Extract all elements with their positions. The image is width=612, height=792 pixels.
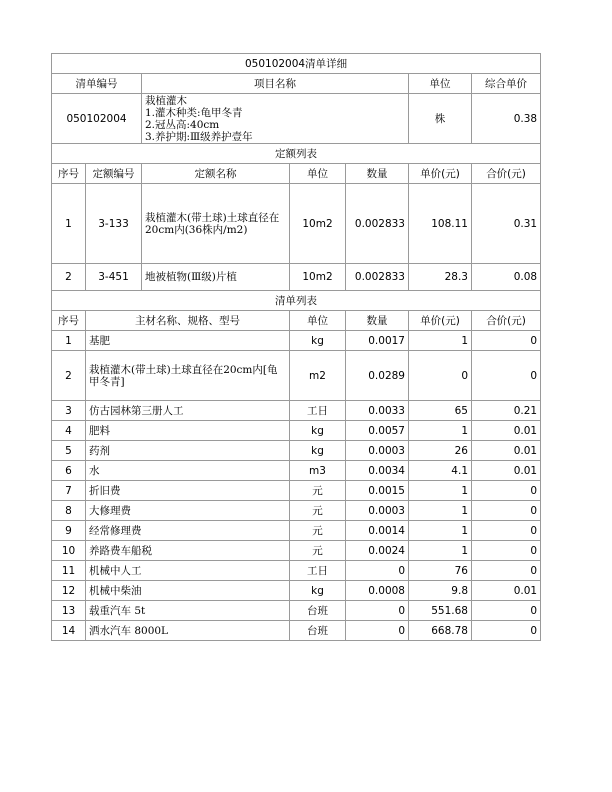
material-name: 栽植灌木(带土球)土球直径在20cm内[龟甲冬青] xyxy=(86,351,290,401)
material-row xyxy=(52,481,541,501)
material-unit-header: 单位 xyxy=(290,311,346,331)
material-unit: m3 xyxy=(290,461,346,481)
material-unit: 台班 xyxy=(290,601,346,621)
quota-unit-header: 单位 xyxy=(290,164,346,184)
material-total: 0 xyxy=(472,601,541,621)
quota-qty: 0.002833 xyxy=(346,184,409,264)
material-seq: 14 xyxy=(52,621,86,641)
item-code: 050102004 xyxy=(52,94,142,144)
material-price: 668.78 xyxy=(409,621,472,641)
material-total: 0.01 xyxy=(472,461,541,481)
material-total: 0 xyxy=(472,561,541,581)
material-section-title: 清单列表 xyxy=(52,291,541,311)
material-row xyxy=(52,441,541,461)
material-unit: 工日 xyxy=(290,401,346,421)
material-unit: m2 xyxy=(290,351,346,401)
material-seq: 9 xyxy=(52,521,86,541)
material-total: 0 xyxy=(472,331,541,351)
material-qty: 0.0057 xyxy=(346,421,409,441)
item-name-header: 项目名称 xyxy=(142,74,409,94)
quota-price: 28.3 xyxy=(409,264,472,291)
quota-total: 0.31 xyxy=(472,184,541,264)
material-qty: 0.0017 xyxy=(346,331,409,351)
material-name: 载重汽车 5t xyxy=(86,601,290,621)
material-name: 大修理费 xyxy=(86,501,290,521)
material-row xyxy=(52,401,541,421)
material-qty: 0.0034 xyxy=(346,461,409,481)
material-row xyxy=(52,351,541,401)
material-qty: 0.0003 xyxy=(346,441,409,461)
item-code-header: 清单编号 xyxy=(52,74,142,94)
material-row xyxy=(52,621,541,641)
material-name: 折旧费 xyxy=(86,481,290,501)
material-qty: 0 xyxy=(346,621,409,641)
quota-row xyxy=(52,264,541,291)
quota-unit: 10m2 xyxy=(290,264,346,291)
material-qty: 0.0014 xyxy=(346,521,409,541)
material-seq: 8 xyxy=(52,501,86,521)
material-qty: 0 xyxy=(346,561,409,581)
material-seq: 10 xyxy=(52,541,86,561)
quota-name: 栽植灌木(带土球)土球直径在20cm内(36株内/m2) xyxy=(142,184,290,264)
material-qty: 0.0003 xyxy=(346,501,409,521)
material-unit: kg xyxy=(290,421,346,441)
material-header-row xyxy=(52,311,541,331)
material-total-header: 合价(元) xyxy=(472,311,541,331)
quota-total: 0.08 xyxy=(472,264,541,291)
material-qty: 0 xyxy=(346,601,409,621)
material-seq: 6 xyxy=(52,461,86,481)
quota-row xyxy=(52,184,541,264)
material-name: 仿古园林第三册人工 xyxy=(86,401,290,421)
quota-qty: 0.002833 xyxy=(346,264,409,291)
material-name: 水 xyxy=(86,461,290,481)
item-name-line: 3.养护期:Ⅲ级养护壹年 xyxy=(145,130,253,143)
material-price: 1 xyxy=(409,481,472,501)
material-name: 机械中柴油 xyxy=(86,581,290,601)
material-unit: 元 xyxy=(290,541,346,561)
material-unit: kg xyxy=(290,581,346,601)
material-price: 0 xyxy=(409,351,472,401)
material-total: 0 xyxy=(472,541,541,561)
item-price: 0.38 xyxy=(472,94,541,144)
material-row xyxy=(52,601,541,621)
material-name: 药剂 xyxy=(86,441,290,461)
quota-section-title: 定额列表 xyxy=(52,144,541,164)
material-total: 0 xyxy=(472,481,541,501)
material-row xyxy=(52,501,541,521)
material-total: 0 xyxy=(472,521,541,541)
material-qty: 0.0015 xyxy=(346,481,409,501)
material-qty: 0.0033 xyxy=(346,401,409,421)
material-qty: 0.0008 xyxy=(346,581,409,601)
quota-seq: 1 xyxy=(52,184,86,264)
material-seq: 1 xyxy=(52,331,86,351)
material-price: 1 xyxy=(409,521,472,541)
material-unit: kg xyxy=(290,331,346,351)
quota-unit: 10m2 xyxy=(290,184,346,264)
material-price: 1 xyxy=(409,501,472,521)
material-seq: 3 xyxy=(52,401,86,421)
quota-price: 108.11 xyxy=(409,184,472,264)
material-seq-header: 序号 xyxy=(52,311,86,331)
material-row xyxy=(52,581,541,601)
material-section-row xyxy=(52,291,541,311)
material-price: 1 xyxy=(409,541,472,561)
quota-header-row xyxy=(52,164,541,184)
material-total: 0.01 xyxy=(472,441,541,461)
quota-code: 3-451 xyxy=(86,264,142,291)
material-price: 4.1 xyxy=(409,461,472,481)
material-price-header: 单价(元) xyxy=(409,311,472,331)
material-seq: 11 xyxy=(52,561,86,581)
material-row xyxy=(52,541,541,561)
item-row xyxy=(52,94,541,144)
material-total: 0.01 xyxy=(472,581,541,601)
material-qty: 0.0289 xyxy=(346,351,409,401)
material-name: 洒水汽车 8000L xyxy=(86,621,290,641)
item-name-line: 栽植灌木 xyxy=(145,94,187,107)
item-unit: 株 xyxy=(409,94,472,144)
quota-seq-header: 序号 xyxy=(52,164,86,184)
material-total: 0 xyxy=(472,351,541,401)
material-total: 0.21 xyxy=(472,401,541,421)
quota-code-header: 定额编号 xyxy=(86,164,142,184)
material-seq: 4 xyxy=(52,421,86,441)
material-name-header: 主材名称、规格、型号 xyxy=(86,311,290,331)
bill-detail-table xyxy=(51,53,541,641)
material-seq: 2 xyxy=(52,351,86,401)
quota-seq: 2 xyxy=(52,264,86,291)
material-row xyxy=(52,421,541,441)
material-name: 养路费车船税 xyxy=(86,541,290,561)
material-price: 9.8 xyxy=(409,581,472,601)
quota-name: 地被植物(Ⅲ级)片植 xyxy=(142,264,290,291)
material-price: 1 xyxy=(409,421,472,441)
title-row xyxy=(52,54,541,74)
item-price-header: 综合单价 xyxy=(472,74,541,94)
material-qty-header: 数量 xyxy=(346,311,409,331)
material-unit: 工日 xyxy=(290,561,346,581)
material-unit: 元 xyxy=(290,501,346,521)
item-header-row xyxy=(52,74,541,94)
material-unit: 台班 xyxy=(290,621,346,641)
material-price: 26 xyxy=(409,441,472,461)
material-seq: 12 xyxy=(52,581,86,601)
material-price: 76 xyxy=(409,561,472,581)
item-unit-header: 单位 xyxy=(409,74,472,94)
material-price: 65 xyxy=(409,401,472,421)
quota-section-row xyxy=(52,144,541,164)
material-total: 0 xyxy=(472,621,541,641)
material-row xyxy=(52,331,541,351)
quota-code: 3-133 xyxy=(86,184,142,264)
quota-total-header: 合价(元) xyxy=(472,164,541,184)
material-row xyxy=(52,461,541,481)
item-name-line: 2.冠丛高:40cm xyxy=(145,118,220,131)
material-price: 551.68 xyxy=(409,601,472,621)
material-seq: 5 xyxy=(52,441,86,461)
sheet-title: 050102004清单详细 xyxy=(52,54,541,74)
material-row xyxy=(52,521,541,541)
material-seq: 13 xyxy=(52,601,86,621)
material-name: 肥料 xyxy=(86,421,290,441)
quota-name-header: 定额名称 xyxy=(142,164,290,184)
material-unit: 元 xyxy=(290,521,346,541)
material-total: 0.01 xyxy=(472,421,541,441)
material-row xyxy=(52,561,541,581)
material-qty: 0.0024 xyxy=(346,541,409,561)
material-seq: 7 xyxy=(52,481,86,501)
material-unit: 元 xyxy=(290,481,346,501)
material-name: 基肥 xyxy=(86,331,290,351)
item-name xyxy=(142,94,409,144)
material-name: 机械中人工 xyxy=(86,561,290,581)
item-name-line: 1.灌木种类:龟甲冬青 xyxy=(145,106,243,119)
quota-price-header: 单价(元) xyxy=(409,164,472,184)
material-unit: kg xyxy=(290,441,346,461)
material-total: 0 xyxy=(472,501,541,521)
material-name: 经常修理费 xyxy=(86,521,290,541)
material-price: 1 xyxy=(409,331,472,351)
quota-qty-header: 数量 xyxy=(346,164,409,184)
